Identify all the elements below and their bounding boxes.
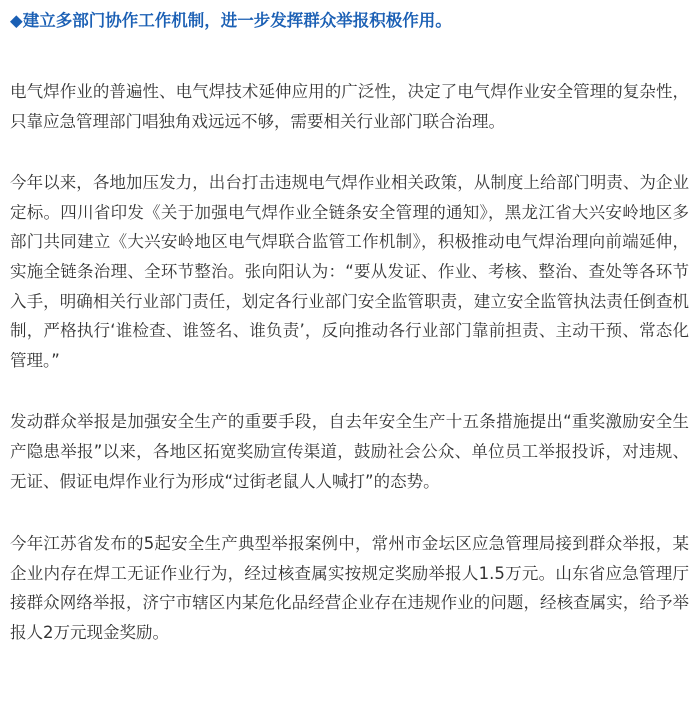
- paragraph-reporting-cases: 今年江苏省发布的5起安全生产典型举报案例中，常州市金坛区应急管理局接到群众举报，某企业内存在焊工无证作业行为，经过核查属实按规定奖励举报人1.5万元。山东省应急管理厅接群众网络举报，济宁市辖区内某危化品经营企业存在违规作业的问题，经核查属实，给予举报人2万元现金奖励。: [10, 534, 689, 642]
- paragraph-joint-governance: 电气焊作业的普遍性、电气焊技术延伸应用的广泛性，决定了电气焊作业安全管理的复杂性，只靠应急管理部门唱独角戏远远不够，需要相关行业部门联合治理。: [10, 82, 689, 131]
- paragraph-regional-policies: 今年以来，各地加压发力，出台打击违规电气焊作业相关政策，从制度上给部门明责、为企业定标。四川省印发《关于加强电气焊作业全链条安全管理的通知》，黑龙江省大兴安岭地区多部门共同建立《大兴安岭地区电气焊联合监管工作机制》，积极推动电气焊治理向前端延伸，实施全链条治理、全环节整治。张向阳认为：“要从发证、作业、考核、整治、查处等各环节入手，明确相关行业部门责任，划定各行业部门安全监管职责，建立安全监管执法责任倒查机制，严格执行‘谁检查、谁签名、谁负责’，反向推动各行业部门靠前担责、主动干预、常态化管理。”: [10, 173, 689, 370]
- paragraph-public-reporting: 发动群众举报是加强安全生产的重要手段，自去年安全生产十五条措施提出“重奖激励安全生产隐患举报”以来，各地区拓宽奖励宣传渠道，鼓励社会公众、单位员工举报投诉，对违规、无证、假证电焊作业行为形成“过街老鼠人人喊打”的态势。: [10, 412, 689, 491]
- section-heading: ◆建立多部门协作工作机制，进一步发挥群众举报积极作用。: [10, 11, 452, 30]
